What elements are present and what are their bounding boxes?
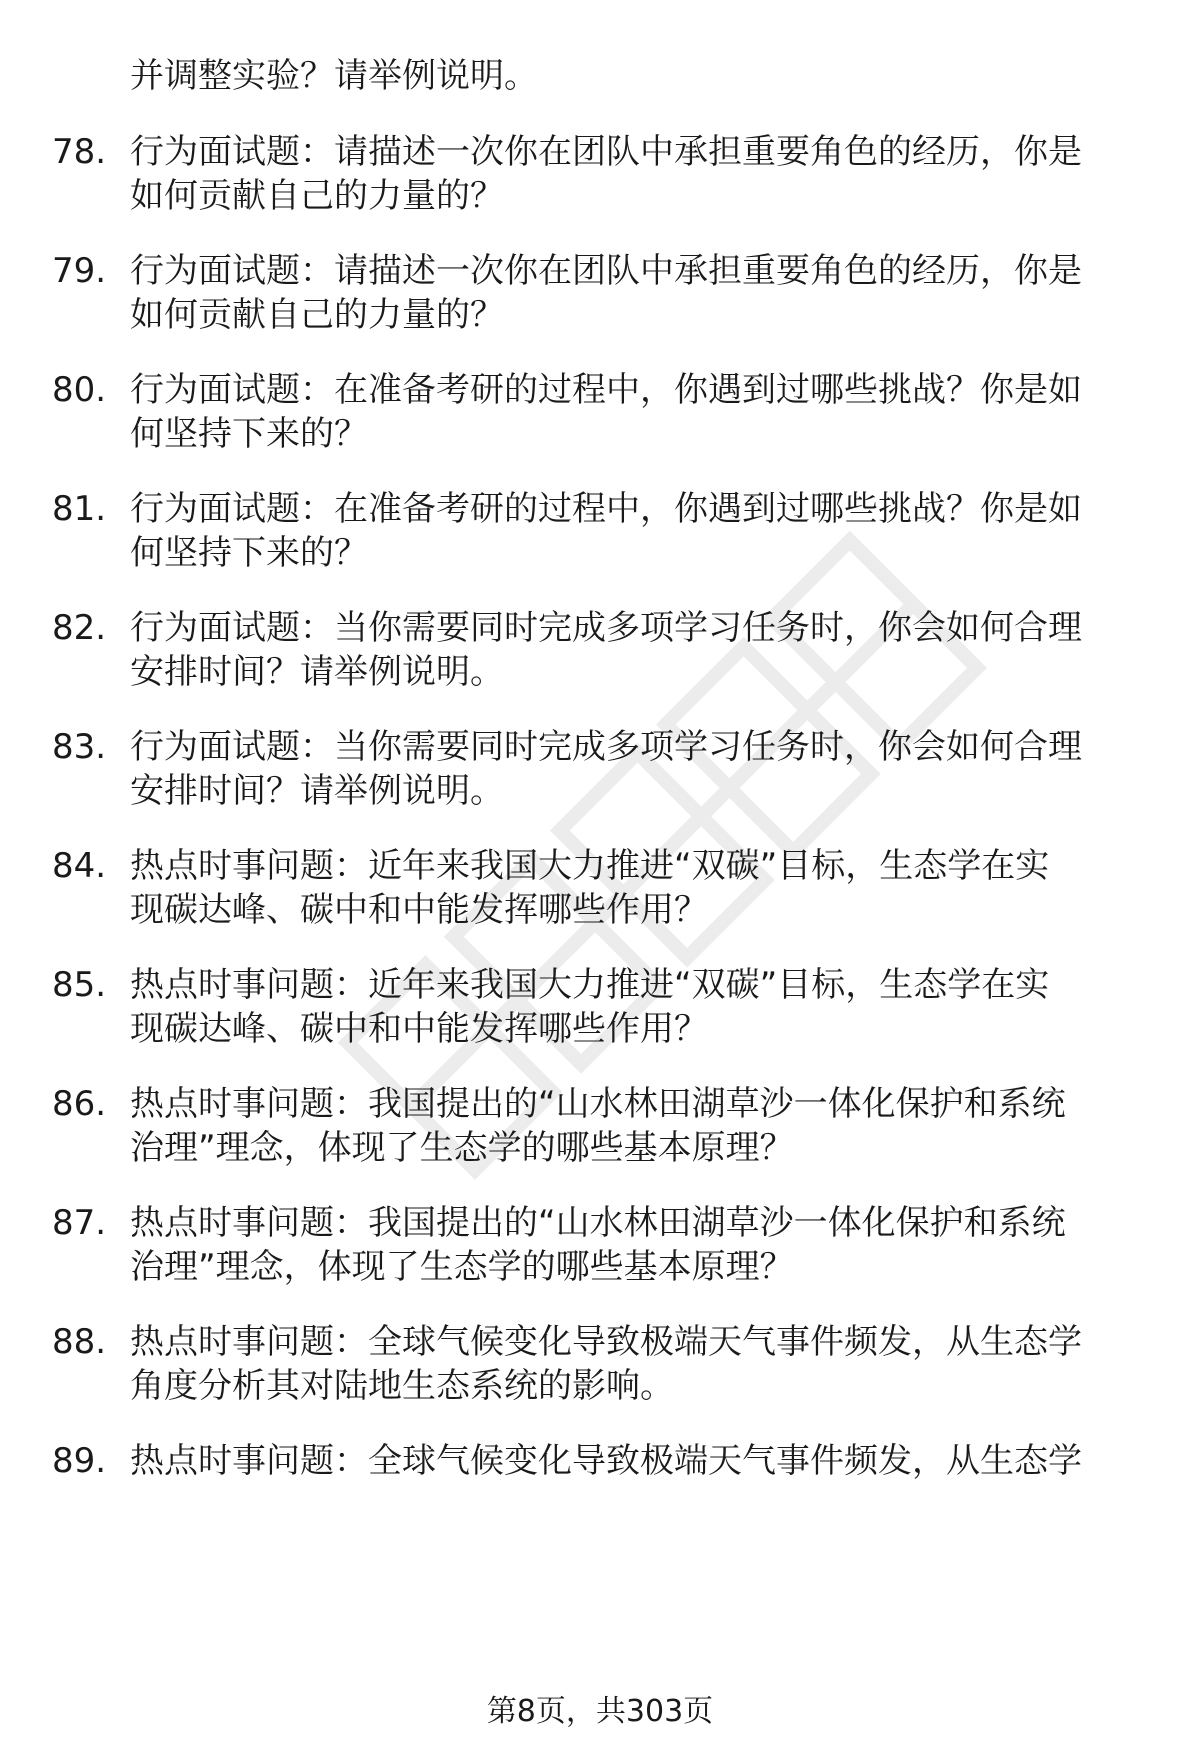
question-number: 87.	[52, 1203, 107, 1243]
question-number: 82.	[52, 608, 107, 648]
question-text-line1: 行为面试题：请描述一次你在团队中承担重要角色的经历，你是	[130, 251, 1082, 291]
question-text-line2: 如何贡献自己的力量的？	[130, 176, 504, 216]
question-number: 88.	[52, 1322, 107, 1362]
question-text-line1: 行为面试题：在准备考研的过程中，你遇到过哪些挑战？你是如	[130, 489, 1082, 529]
question-text-line1: 热点时事问题：近年来我国大力推进“双碳”目标，生态学在实	[130, 846, 1050, 886]
question-text-line2: 何坚持下来的？	[130, 533, 368, 573]
question-text-line2: 安排时间？请举例说明。	[130, 771, 504, 811]
question-text-line1: 热点时事问题：我国提出的“山水林田湖草沙一体化保护和系统	[130, 1203, 1066, 1243]
question-number: 79.	[52, 251, 107, 291]
question-text-line2: 现碳达峰、碳中和中能发挥哪些作用？	[130, 890, 708, 930]
question-text-line2: 治理”理念，体现了生态学的哪些基本原理？	[130, 1128, 794, 1168]
question-text-line2: 治理”理念，体现了生态学的哪些基本原理？	[130, 1247, 794, 1287]
question-text-line2: 现碳达峰、碳中和中能发挥哪些作用？	[130, 1009, 708, 1049]
question-text-line1: 热点时事问题：我国提出的“山水林田湖草沙一体化保护和系统	[130, 1084, 1066, 1124]
question-number: 84.	[52, 846, 107, 886]
question-text-line1: 行为面试题：当你需要同时完成多项学习任务时，你会如何合理	[130, 608, 1082, 648]
question-number: 85.	[52, 965, 107, 1005]
question-number: 81.	[52, 489, 107, 529]
question-number: 89.	[52, 1441, 107, 1481]
question-text-line2: 何坚持下来的？	[130, 414, 368, 454]
question-text-line1: 行为面试题：在准备考研的过程中，你遇到过哪些挑战？你是如	[130, 370, 1082, 410]
question-number: 83.	[52, 727, 107, 767]
question-text-line1: 热点时事问题：近年来我国大力推进“双碳”目标，生态学在实	[130, 965, 1050, 1005]
question-text-line2: 如何贡献自己的力量的？	[130, 295, 504, 335]
continuation-text: 并调整实验？请举例说明。	[130, 56, 538, 96]
question-text-line1: 热点时事问题：全球气候变化导致极端天气事件频发，从生态学	[130, 1322, 1082, 1362]
question-text-line1: 热点时事问题：全球气候变化导致极端天气事件频发，从生态学	[130, 1441, 1082, 1481]
question-number: 86.	[52, 1084, 107, 1124]
question-text-line2: 安排时间？请举例说明。	[130, 652, 504, 692]
question-text-line1: 行为面试题：请描述一次你在团队中承担重要角色的经历，你是	[130, 132, 1082, 172]
question-number: 78.	[52, 132, 107, 172]
question-text-line1: 行为面试题：当你需要同时完成多项学习任务时，你会如何合理	[130, 727, 1082, 767]
page-footer: 第8页，共303页	[486, 1694, 714, 1729]
question-text-line2: 角度分析其对陆地生态系统的影响。	[130, 1366, 674, 1406]
question-number: 80.	[52, 370, 107, 410]
